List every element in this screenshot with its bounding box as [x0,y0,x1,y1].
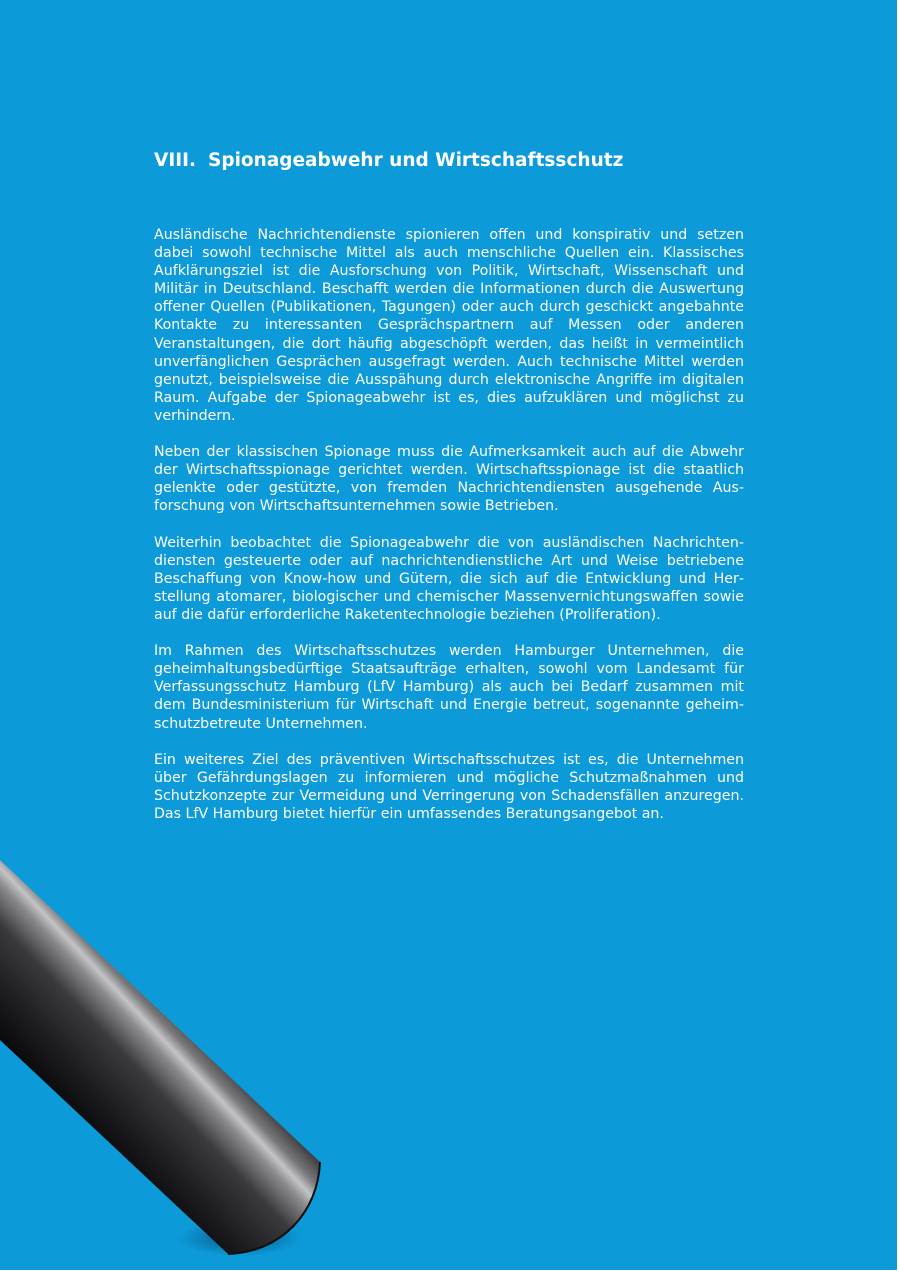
paragraph-4: Im Rahmen des Wirtschaftsschutzes werden Hamburger Unternehmen, die geheimhaltungsbedürftige Staatsaufträge erhalten, sowohl vom Landesamt für Verfassungsschutz Hamburg (LfV Hamburg) als auch bei Bedarf zusammen mit dem Bundesministerium für Wirtschaft und Energie betreut, sogenannte geheimschutzbetreute Unternehmen. [154,643,744,732]
cable-illustration [0,840,340,1270]
chapter-body [154,226,744,841]
chapter-title: Spionageabwehr und Wirtschaftsschutz [208,150,624,171]
paragraph-5: Ein weiteres Ziel des präventiven Wirtschaftsschutzes ist es, die Unternehmen über Gefährdungslagen zu informieren und mögliche Schutzmaßnahmen und Schutzkonzepte zur Vermeidung und Verringerung von Schadensfällen anzuregen. Das LfV Hamburg bietet hierfür ein umfassendes Beratungsangebot an. [154,751,744,822]
chapter-heading [154,148,623,174]
paragraph-1: Ausländische Nachrichtendienste spionieren offen und konspirativ und setzen dabei sowohl technische Mittel als auch menschliche Quellen ein. Klassisches Aufklärungsziel ist die Ausforschung von Politik, Wirtschaft, Wissenschaft und Militär in Deutschland. Beschafft werden die Informationen durch die Auswertung offener Quellen (Publikationen, Tagungen) oder auch durch geschickt angebahnte Kontakte zu interessanten Gesprächspartnern auf Messen oder anderen Veranstaltungen, die dort häufig abgeschöpft werden, das heißt in vermeintlich unverfänglichen Gesprächen ausgefragt werden. Auch technische Mittel werden genutzt, beispielsweise die Ausspähung durch elektronische Angriffe im digitalen Raum. Aufgabe der Spionageabwehr ist es, dies aufzuklären und möglichst zu verhindern. [154,227,744,424]
paragraph-2: Neben der klassischen Spionage muss die Aufmerksamkeit auch auf die Abwehr der Wirtschaftsspionage gerichtet werden. Wirtschaftsspionage ist die staatlich gelenkte oder gestützte, von fremden Nachrichtendiensten ausgehende Ausforschung von Wirtschaftsunternehmen sowie Betrieben. [154,444,744,515]
cable-body [0,860,320,1254]
paragraph-3: Weiterhin beobachtet die Spionageabwehr die von ausländischen Nachrichtendiensten gesteuerte oder auf nachrichtendienstliche Art und Weise betriebene Beschaffung von Know-how und Gütern, die sich auf die Entwicklung und Herstellung atomarer, biologischer und chemischer Massenvernichtungswaffen sowie auf die dafür erforderliche Raketentechnologie beziehen (Proliferation). [154,534,744,623]
chapter-number: VIII. [154,150,196,171]
